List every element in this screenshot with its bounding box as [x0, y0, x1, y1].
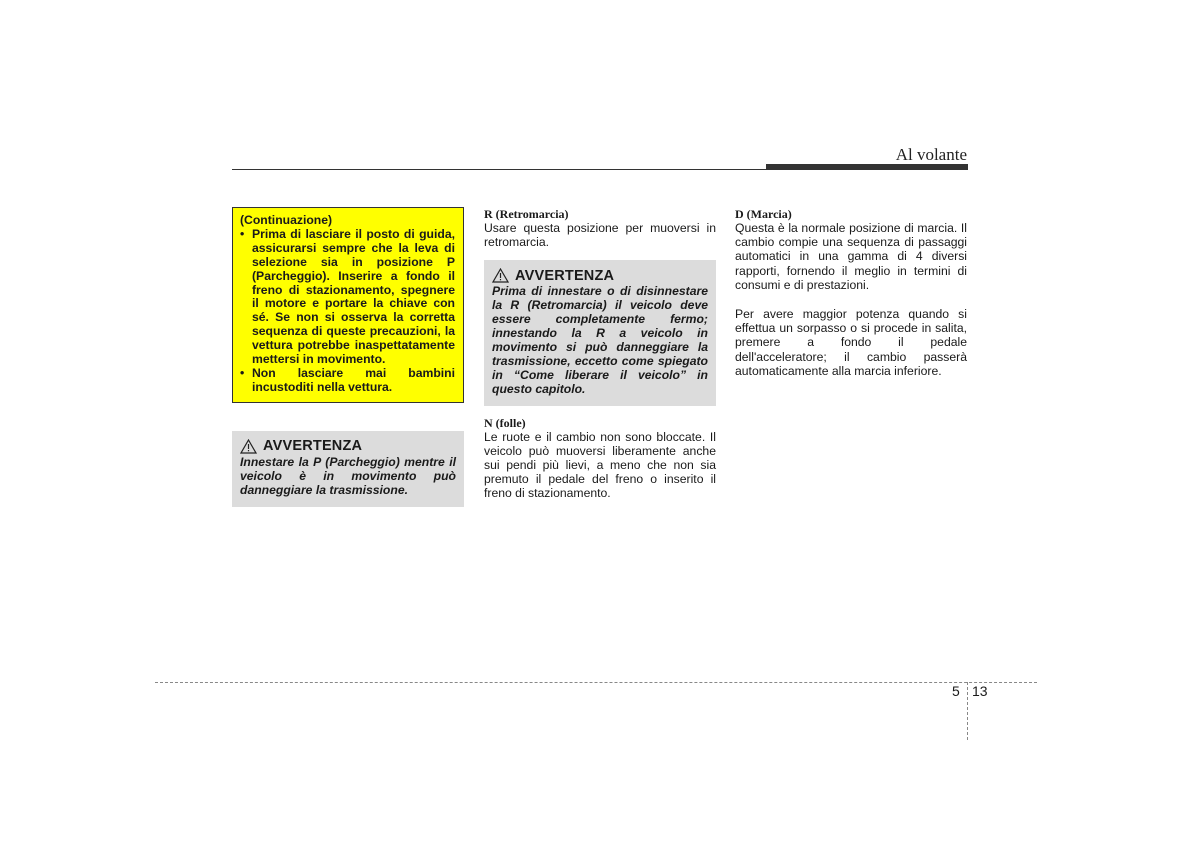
warning-title: AVVERTENZA — [515, 267, 615, 284]
reverse-title: R (Retromarcia) — [484, 207, 569, 221]
warning-text: Prima di innestare o di disinnestare la R (Retromarcia) il veicolo deve essere completamente fermo; innestando la R a veicolo in movimento si può danneggiare la trasmissione, eccetto come spiegato in “Come liberare il veicolo” in questo capitolo. — [492, 284, 708, 396]
neutral-title: N (folle) — [484, 415, 526, 430]
chapter-number: 5 — [952, 683, 960, 699]
drive-text: Questa è la normale posizione di marcia. Il cambio compie una sequenza di passaggi automatici in una gamma di 4 diversi rapporti, fornendo il meglio in termini di consumi e di prestazioni. — [735, 221, 967, 292]
header-rule — [232, 169, 768, 170]
section-title: Al volante — [895, 145, 967, 164]
column-3 — [735, 207, 967, 378]
neutral-text: Le ruote e il cambio non sono bloccate. Il veicolo può muoversi liberamente anche sui pendi più lievi, a meno che non sia premuto il pedale del freno o inserito il freno di stazionamento. — [484, 429, 716, 501]
page-number: 13 — [972, 683, 988, 699]
warning-title: AVVERTENZA — [263, 438, 363, 455]
column-2 — [484, 207, 716, 501]
header-rule-accent — [766, 164, 968, 170]
continuation-list — [240, 228, 455, 395]
continuation-box — [232, 207, 464, 403]
warning-header — [240, 439, 456, 454]
warning-header — [492, 268, 708, 283]
drive-title: D (Marcia) — [735, 207, 792, 221]
column-1 — [232, 207, 464, 507]
footer-divider — [967, 682, 968, 740]
warning-triangle-icon — [240, 439, 257, 454]
warning-box-parking — [232, 431, 464, 507]
list-item: • Prima di lasciare il posto di guida, assicurarsi sempre che la leva di selezione sia in posizione P (Parcheggio). Inserire a fondo il freno di stazionamento, spegnere il motore e portare la chiave con sé. Se non si osserva la corretta sequenza di queste precauzioni, la vettura potrebbe inaspettatamente mettersi in movimento. — [240, 228, 455, 367]
warning-triangle-icon — [492, 268, 509, 283]
warning-box-reverse — [484, 260, 716, 405]
drive-text-power: Per avere maggior potenza quando si effettua un sorpasso o si procede in salita, premere a fondo il pedale dell'acceleratore; il cambio passerà automaticamente alla marcia inferiore. — [735, 307, 967, 378]
footer-rule — [155, 682, 1037, 683]
continuation-title: (Continuazione) — [240, 213, 333, 227]
reverse-text: Usare questa posizione per muoversi in retromarcia. — [484, 221, 716, 250]
list-item: • Non lasciare mai bambini incustoditi nella vettura. — [240, 367, 455, 395]
warning-text: Innestare la P (Parcheggio) mentre il veicolo è in movimento può danneggiare la trasmissione. — [240, 454, 456, 497]
